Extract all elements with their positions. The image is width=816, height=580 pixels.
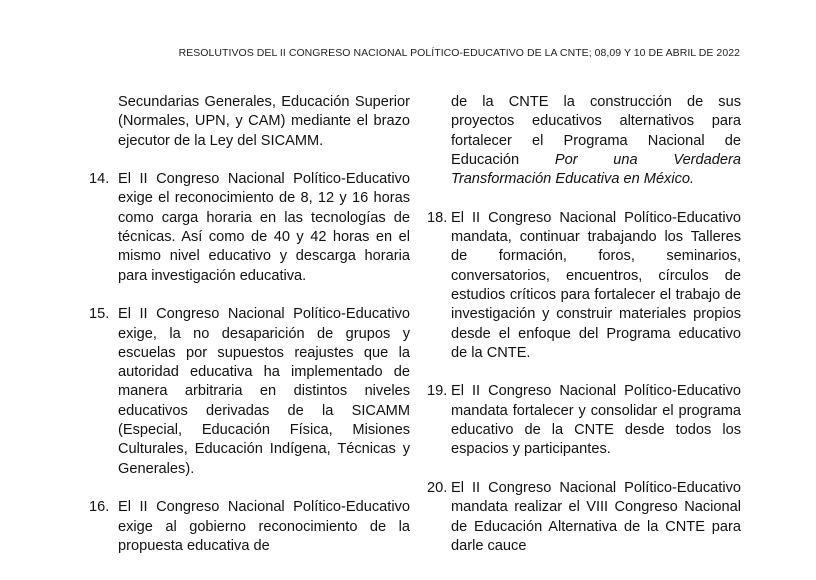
continuation-paragraph: Secundarias Generales, Educación Superior (Normales, UPN, y CAM) mediante el brazo ejecutor de la Ley del SICAMM. xyxy=(118,94,410,149)
list-item-19 xyxy=(427,382,741,459)
item-number: 14. xyxy=(89,171,110,188)
right-column xyxy=(427,93,741,556)
item-text: El II Congreso Nacional Político-Educativo exige al gobierno reconocimiento de la propuesta educativa de xyxy=(118,499,410,554)
list-item-16 xyxy=(89,498,410,556)
running-header: RESOLUTIVOS DEL II CONGRESO NACIONAL POLÍTICO-EDUCATIVO DE LA CNTE; 08,09 Y 10 DE ABRIL DE 2022 xyxy=(178,47,740,59)
list-item-15 xyxy=(89,305,410,479)
item-text: El II Congreso Nacional Político-Educativo exige el reconocimiento de 8, 12 y 16 horas como carga horaria en las tecnologías de técnicas. Así como de 40 y 42 horas en el mismo nivel educativo y descarga horaria para investigación educativa. xyxy=(118,171,410,284)
item-number: 15. xyxy=(89,306,110,323)
program-title: Por una Verdadera Transformación Educativa en México. xyxy=(451,151,741,188)
continuation-paragraph xyxy=(451,93,741,189)
item-text: El II Congreso Nacional Político-Educativo mandata realizar el VIII Congreso Nacional de Educación Alternativa de la CNTE para darle cauce xyxy=(451,479,741,554)
item-number: 18. xyxy=(427,209,448,226)
item-number: 20. xyxy=(427,479,448,496)
continuation-text: de la CNTE la construcción de sus proyectos educativos alternativos para fortalecer el Programa Nacional de Educación xyxy=(451,94,741,168)
item-text: El II Congreso Nacional Político-Educativo mandata fortalecer y consolidar el programa educativo de la CNTE desde todos los espacios y participantes. xyxy=(451,383,741,458)
item-text: El II Congreso Nacional Político-Educativo mandata, continuar trabajando los Talleres de formación, foros, seminarios, conversatorios, encuentros, círculos de estudios críticos para fortalecer el trabajo de investigación y construir materiales propios desde el enfoque del Programa educativo de la CNTE. xyxy=(451,209,741,361)
list-item-20 xyxy=(427,479,741,556)
list-item-18 xyxy=(427,209,741,363)
left-column xyxy=(89,93,410,556)
list-item-14 xyxy=(89,170,410,286)
item-number: 16. xyxy=(89,499,110,516)
item-number: 19. xyxy=(427,383,448,400)
item-text: El II Congreso Nacional Político-Educativo exige, la no desaparición de grupos y escuelas por supuestos reajustes que la autoridad educativa ha implementado de manera arbitraria en distintos niveles educativos derivadas de la SICAMM (Especial, Educación Física, Misiones Culturales, Educación Indígena, Técnicas y Generales). xyxy=(118,306,410,477)
